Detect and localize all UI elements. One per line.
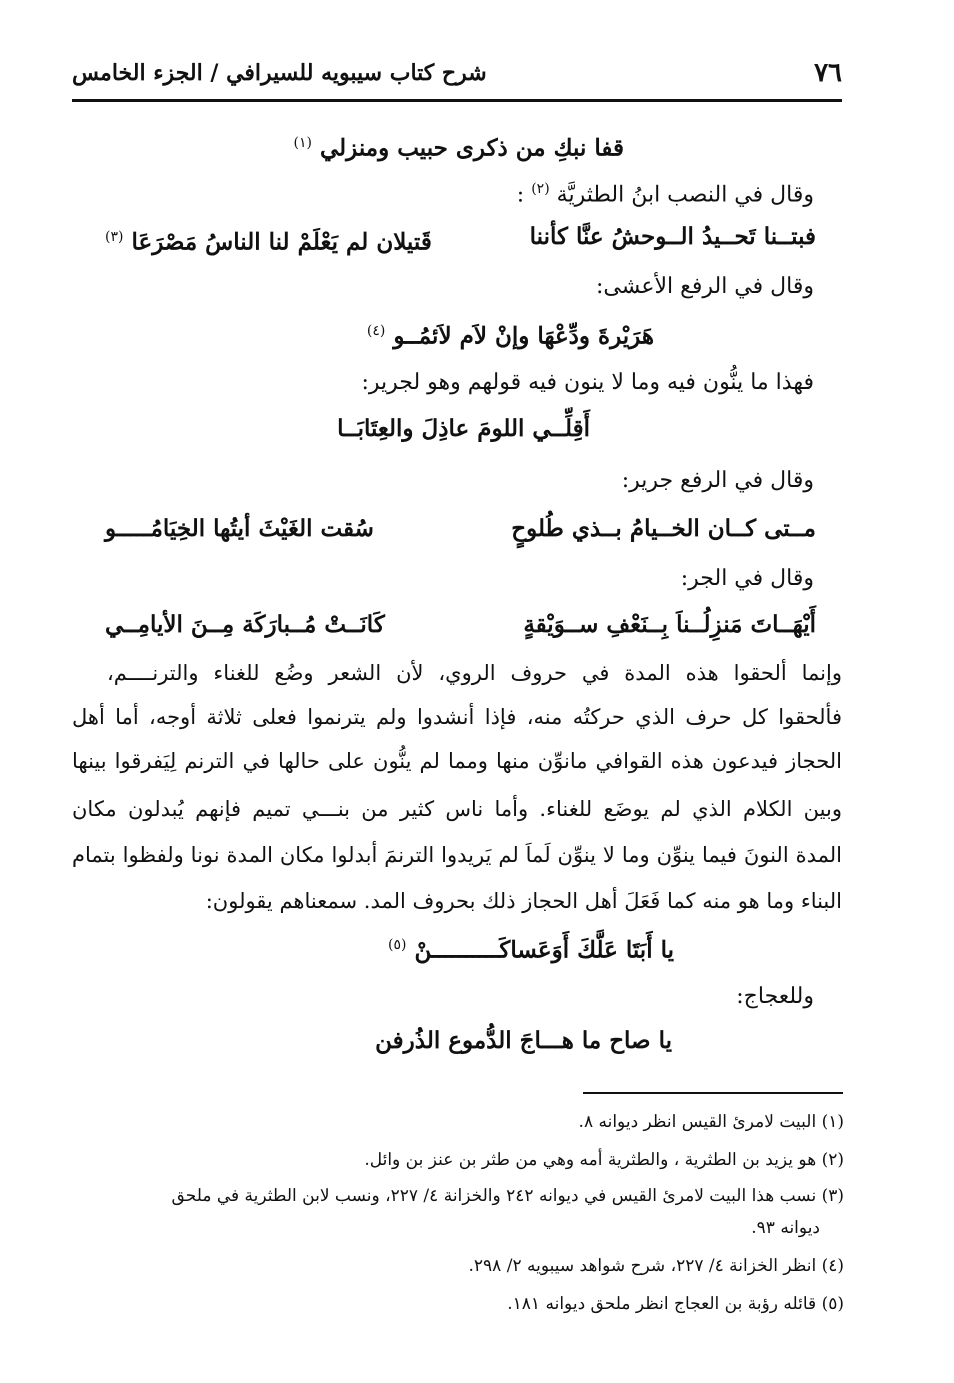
verse-line-4: أَقِلِّــي اللومَ عاذِلَ والعِتَابَــا <box>337 415 590 442</box>
footnote-marker: (٥) <box>388 937 407 953</box>
verse-5-first-hemistich: مــتى كــان الخــيامُ بــذي طُلوحٍ <box>511 515 816 542</box>
page-header <box>72 58 842 98</box>
intro-line-4: فهذا ما ينُّون فيه وما لا ينون فيه قولهم وهو لجرير: <box>361 370 814 395</box>
paragraph-line: المدة النونَ فيما ينوِّن وما لا ينوِّن لَماَ لم يَريدوا الترنمَ أبدلوا مكان المدة نونا ولفظوا بتمام <box>72 843 842 867</box>
page-number: ٧٦ <box>814 58 842 88</box>
footnote-4: (٤) انظر الخزانة ٤/ ٢٢٧، شرح شواهد سيبويه ٢/ ٢٩٨. <box>468 1256 844 1276</box>
footnote-1: (١) البيت لامرئ القيس انظر ديوانه ٨. <box>578 1112 844 1132</box>
intro-line-2 <box>517 172 814 212</box>
verse-2-second-hemistich <box>105 220 432 260</box>
footnote-2: (٢) هو يزيد بن الطثرية ، والطثرية أمه وهي من طثر بن عنز بن وائل. <box>364 1150 844 1170</box>
footnote-3: (٣) نسب هذا البيت لامرئ القيس في ديوانه ٢٤٢ والخزانة ٤/ ٢٢٧، ونسب لابن الطثرية في ملحق <box>171 1186 844 1206</box>
verse-line-7 <box>388 928 674 968</box>
verse-text: قفا نبكِ من ذكرى حبيب ومنزلي <box>319 134 624 162</box>
paragraph-line: البناء وما هو منه كما فَعَلَ أهل الحجاز ذلك بحروف المد. سمعناهم يقولون: <box>205 889 842 913</box>
verse-line-3 <box>367 314 654 354</box>
verse-text: هَرَيْرةَ ودِّعْهَا وإنْ لاَم لاَئمُــو <box>393 322 654 350</box>
paragraph-line: فألحقوا كل حرف الذي حركتُه منه، فإذا أنشدوا ولم يترنموا فعلى ثلاثة أوجه، أما أهل <box>72 705 842 729</box>
footnote-marker: (١) <box>293 135 312 151</box>
intro-line-6: وقال في الجر: <box>680 566 814 591</box>
verse-2-first-hemistich: فبتــنا تَحــيدُ الــوحشُ عنَّا كأننا <box>529 223 816 250</box>
footnote-5: (٥) قائله رؤبة بن العجاج انظر ملحق ديوانه ١٨١. <box>507 1294 844 1314</box>
paragraph-line: وإنما ألحقوا هذه المدة في حروف الروي، لأن الشعر وضُع للغناء والترنــــم، <box>107 661 842 685</box>
verse-line-1 <box>293 126 624 166</box>
footnote-3-continuation: ديوانه ٩٣. <box>751 1218 820 1238</box>
intro-line-5: وقال في الرفع جرير: <box>621 468 814 493</box>
paragraph-line: الحجاز فيدعون هذه القوافي مانوِّن منها ومما لم ينُّون على حالها في الترنم لِيَفرقوا بينها <box>72 749 842 773</box>
intro-text: وقال في النصب ابنُ الطثريَّة <box>556 182 814 208</box>
paragraph-line: وبين الكلام الذي لم يوضَع للغناء. وأما ناس كثير من بنـــي تميم فإنهم يُبدلون مكان <box>72 797 842 821</box>
verse-6-second-hemistich: كَانَــتْ مُــبارَكَة مِــنَ الأيامِــي <box>105 611 385 638</box>
hemistich-text: قَتيلان لم يَعْلَمْ لنا الناسُ مَصْرَعَا <box>131 228 432 256</box>
footnote-separator <box>583 1092 843 1094</box>
intro-line-8: وللعجاج: <box>736 984 814 1009</box>
intro-colon: : <box>516 182 525 208</box>
footnote-marker: (٤) <box>366 323 386 339</box>
verse-line-8: يا صاح ما هـــاجَ الدُّموع الذُرفن <box>375 1027 672 1054</box>
running-title: شرح كتاب سيبويه للسيرافي / الجزء الخامس <box>72 60 487 86</box>
footnote-marker: (٢) <box>531 181 550 197</box>
verse-6-first-hemistich: أَيْهَــاتَ مَنزِلُــناَ بِــنَعْفِ ســوَيْقةٍ <box>523 611 816 638</box>
footnote-marker: (٣) <box>105 229 124 245</box>
verse-5-second-hemistich: سُقت الغَيْثَ أيتُها الخِيَامُـــــو <box>105 515 374 542</box>
intro-line-3: وقال في الرفع الأعشى: <box>595 274 814 299</box>
header-rule <box>72 99 842 102</box>
verse-text: يا أَبَتَا عَلَّكَ أَوَعَساكَــــــــــنْ <box>414 936 674 964</box>
